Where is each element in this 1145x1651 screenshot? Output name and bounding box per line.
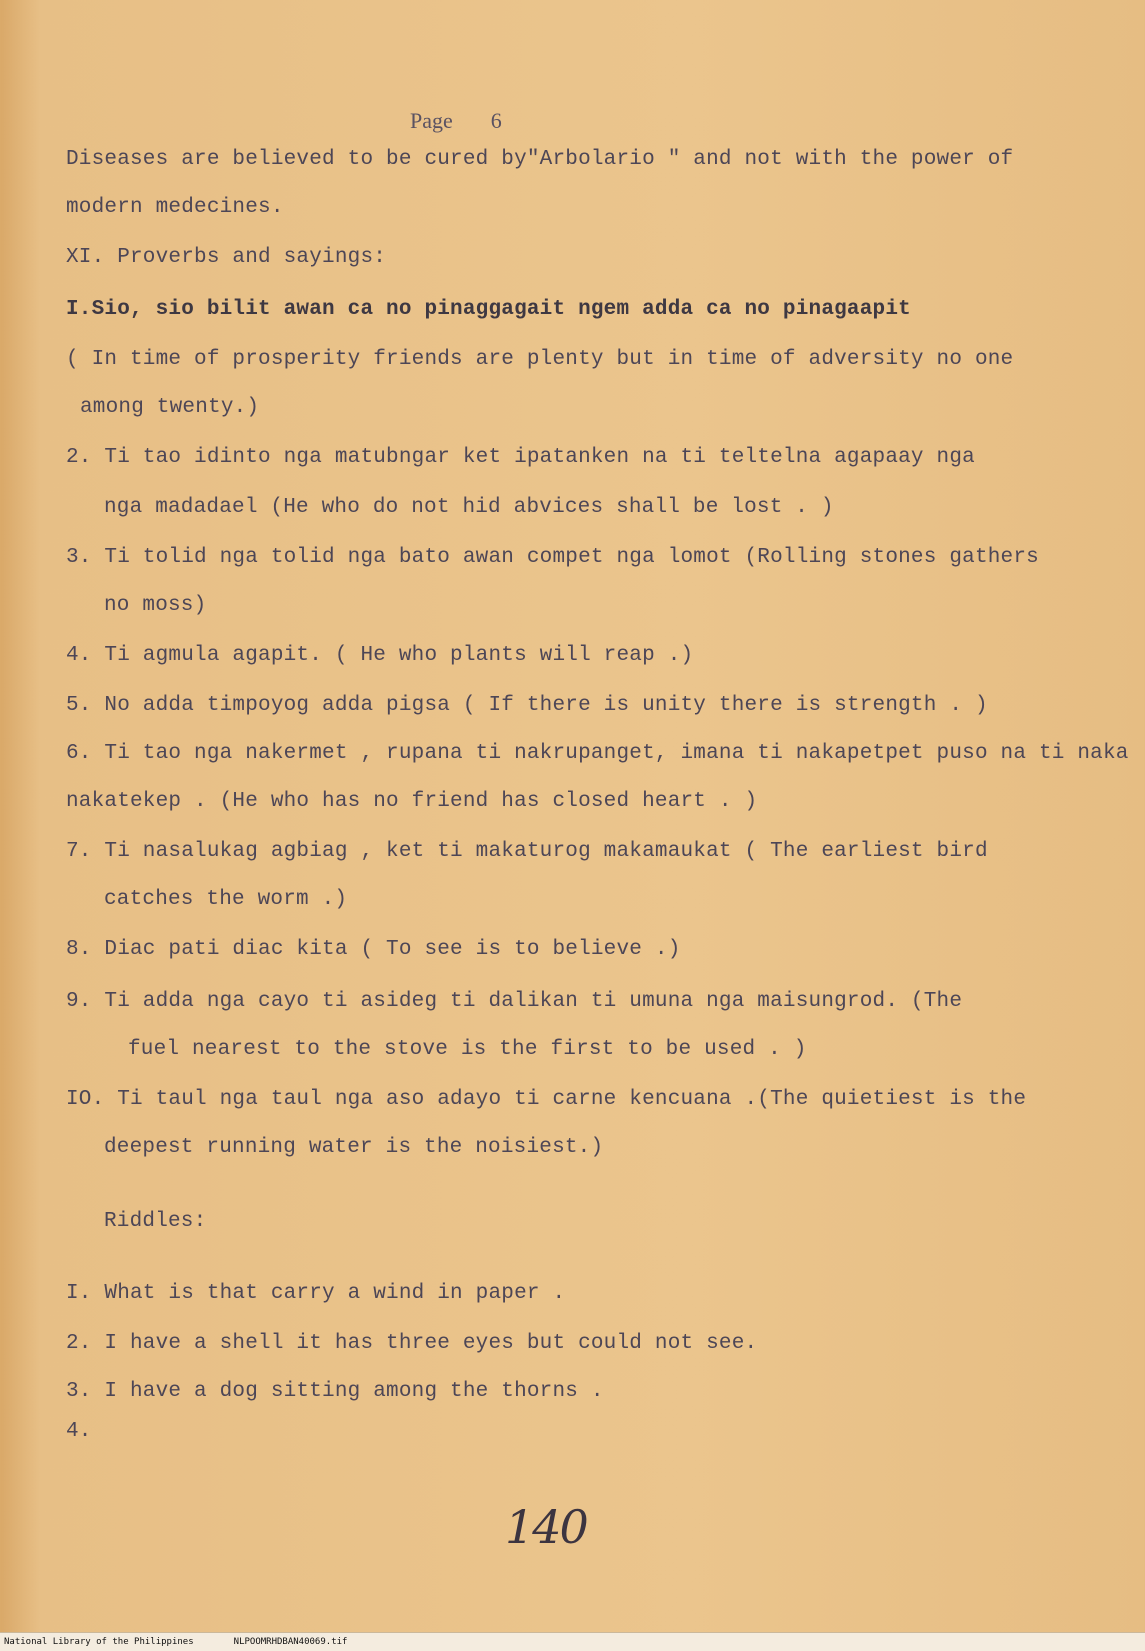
proverb-3-line-2: no moss) xyxy=(104,594,207,617)
folio-number: 140 xyxy=(505,1500,587,1554)
proverb-1-line-3: among twenty.) xyxy=(80,396,260,419)
page-label: Page xyxy=(410,108,453,133)
page-number: 6 xyxy=(490,108,502,133)
page-header xyxy=(410,108,502,134)
proverb-10-line-1: IO. Ti taul nga taul nga aso adayo ti carne kencuana .(The quietiest is the xyxy=(66,1088,1027,1111)
proverb-7-line-2: catches the worm .) xyxy=(104,888,348,911)
proverb-9-line-1: 9. Ti adda nga cayo ti asideg ti dalikan ti umuna nga maisungrod. (The xyxy=(66,990,963,1013)
proverb-1-line-1: I.Sio, sio bilit awan ca no pinaggagait ngem adda ca no pinagaapit xyxy=(66,298,911,321)
proverb-4: 4. Ti agmula agapit. ( He who plants will reap .) xyxy=(66,644,694,667)
intro-line-2: modern medecines. xyxy=(66,196,284,219)
section-heading: XI. Proverbs and sayings: xyxy=(66,246,387,269)
proverb-1-line-2: ( In time of prosperity friends are plenty but in time of adversity no one xyxy=(66,348,1014,371)
proverb-5: 5. No adda timpoyog adda pigsa ( If there is unity there is strength . ) xyxy=(66,694,988,717)
intro-line-1: Diseases are believed to be cured by"Arbolario " and not with the power of xyxy=(66,148,1014,171)
riddle-2: 2. I have a shell it has three eyes but could not see. xyxy=(66,1332,758,1355)
proverb-7-line-1: 7. Ti nasalukag agbiag , ket ti makaturog makamaukat ( The earliest bird xyxy=(66,840,988,863)
proverb-9-line-2: fuel nearest to the stove is the first to be used . ) xyxy=(128,1038,807,1061)
riddle-4: 4. xyxy=(66,1420,92,1443)
footer-institution: National Library of the Philippines xyxy=(4,1637,194,1647)
riddle-3: 3. I have a dog sitting among the thorns . xyxy=(66,1380,604,1403)
proverb-6-line-1: 6. Ti tao nga nakermet , rupana ti nakrupanget, imana ti nakapetpet puso na ti naka xyxy=(66,742,1129,765)
proverb-10-line-2: deepest running water is the noisiest.) xyxy=(104,1136,604,1159)
proverb-2-line-2: nga madadael (He who do not hid abvices shall be lost . ) xyxy=(104,496,834,519)
proverb-2-line-1: 2. Ti tao idinto nga matubngar ket ipatanken na ti teltelna agapaay nga xyxy=(66,446,975,469)
proverb-6-line-2: nakatekep . (He who has no friend has closed heart . ) xyxy=(66,790,758,813)
riddles-heading: Riddles: xyxy=(104,1210,207,1233)
proverb-8: 8. Diac pati diac kita ( To see is to believe .) xyxy=(66,938,681,961)
proverb-3-line-1: 3. Ti tolid nga tolid nga bato awan compet nga lomot (Rolling stones gathers xyxy=(66,546,1039,569)
scan-footer xyxy=(0,1632,1145,1651)
footer-file-id: NLPOOMRHDBAN40069.tif xyxy=(233,1637,348,1647)
riddle-1: I. What is that carry a wind in paper . xyxy=(66,1282,566,1305)
